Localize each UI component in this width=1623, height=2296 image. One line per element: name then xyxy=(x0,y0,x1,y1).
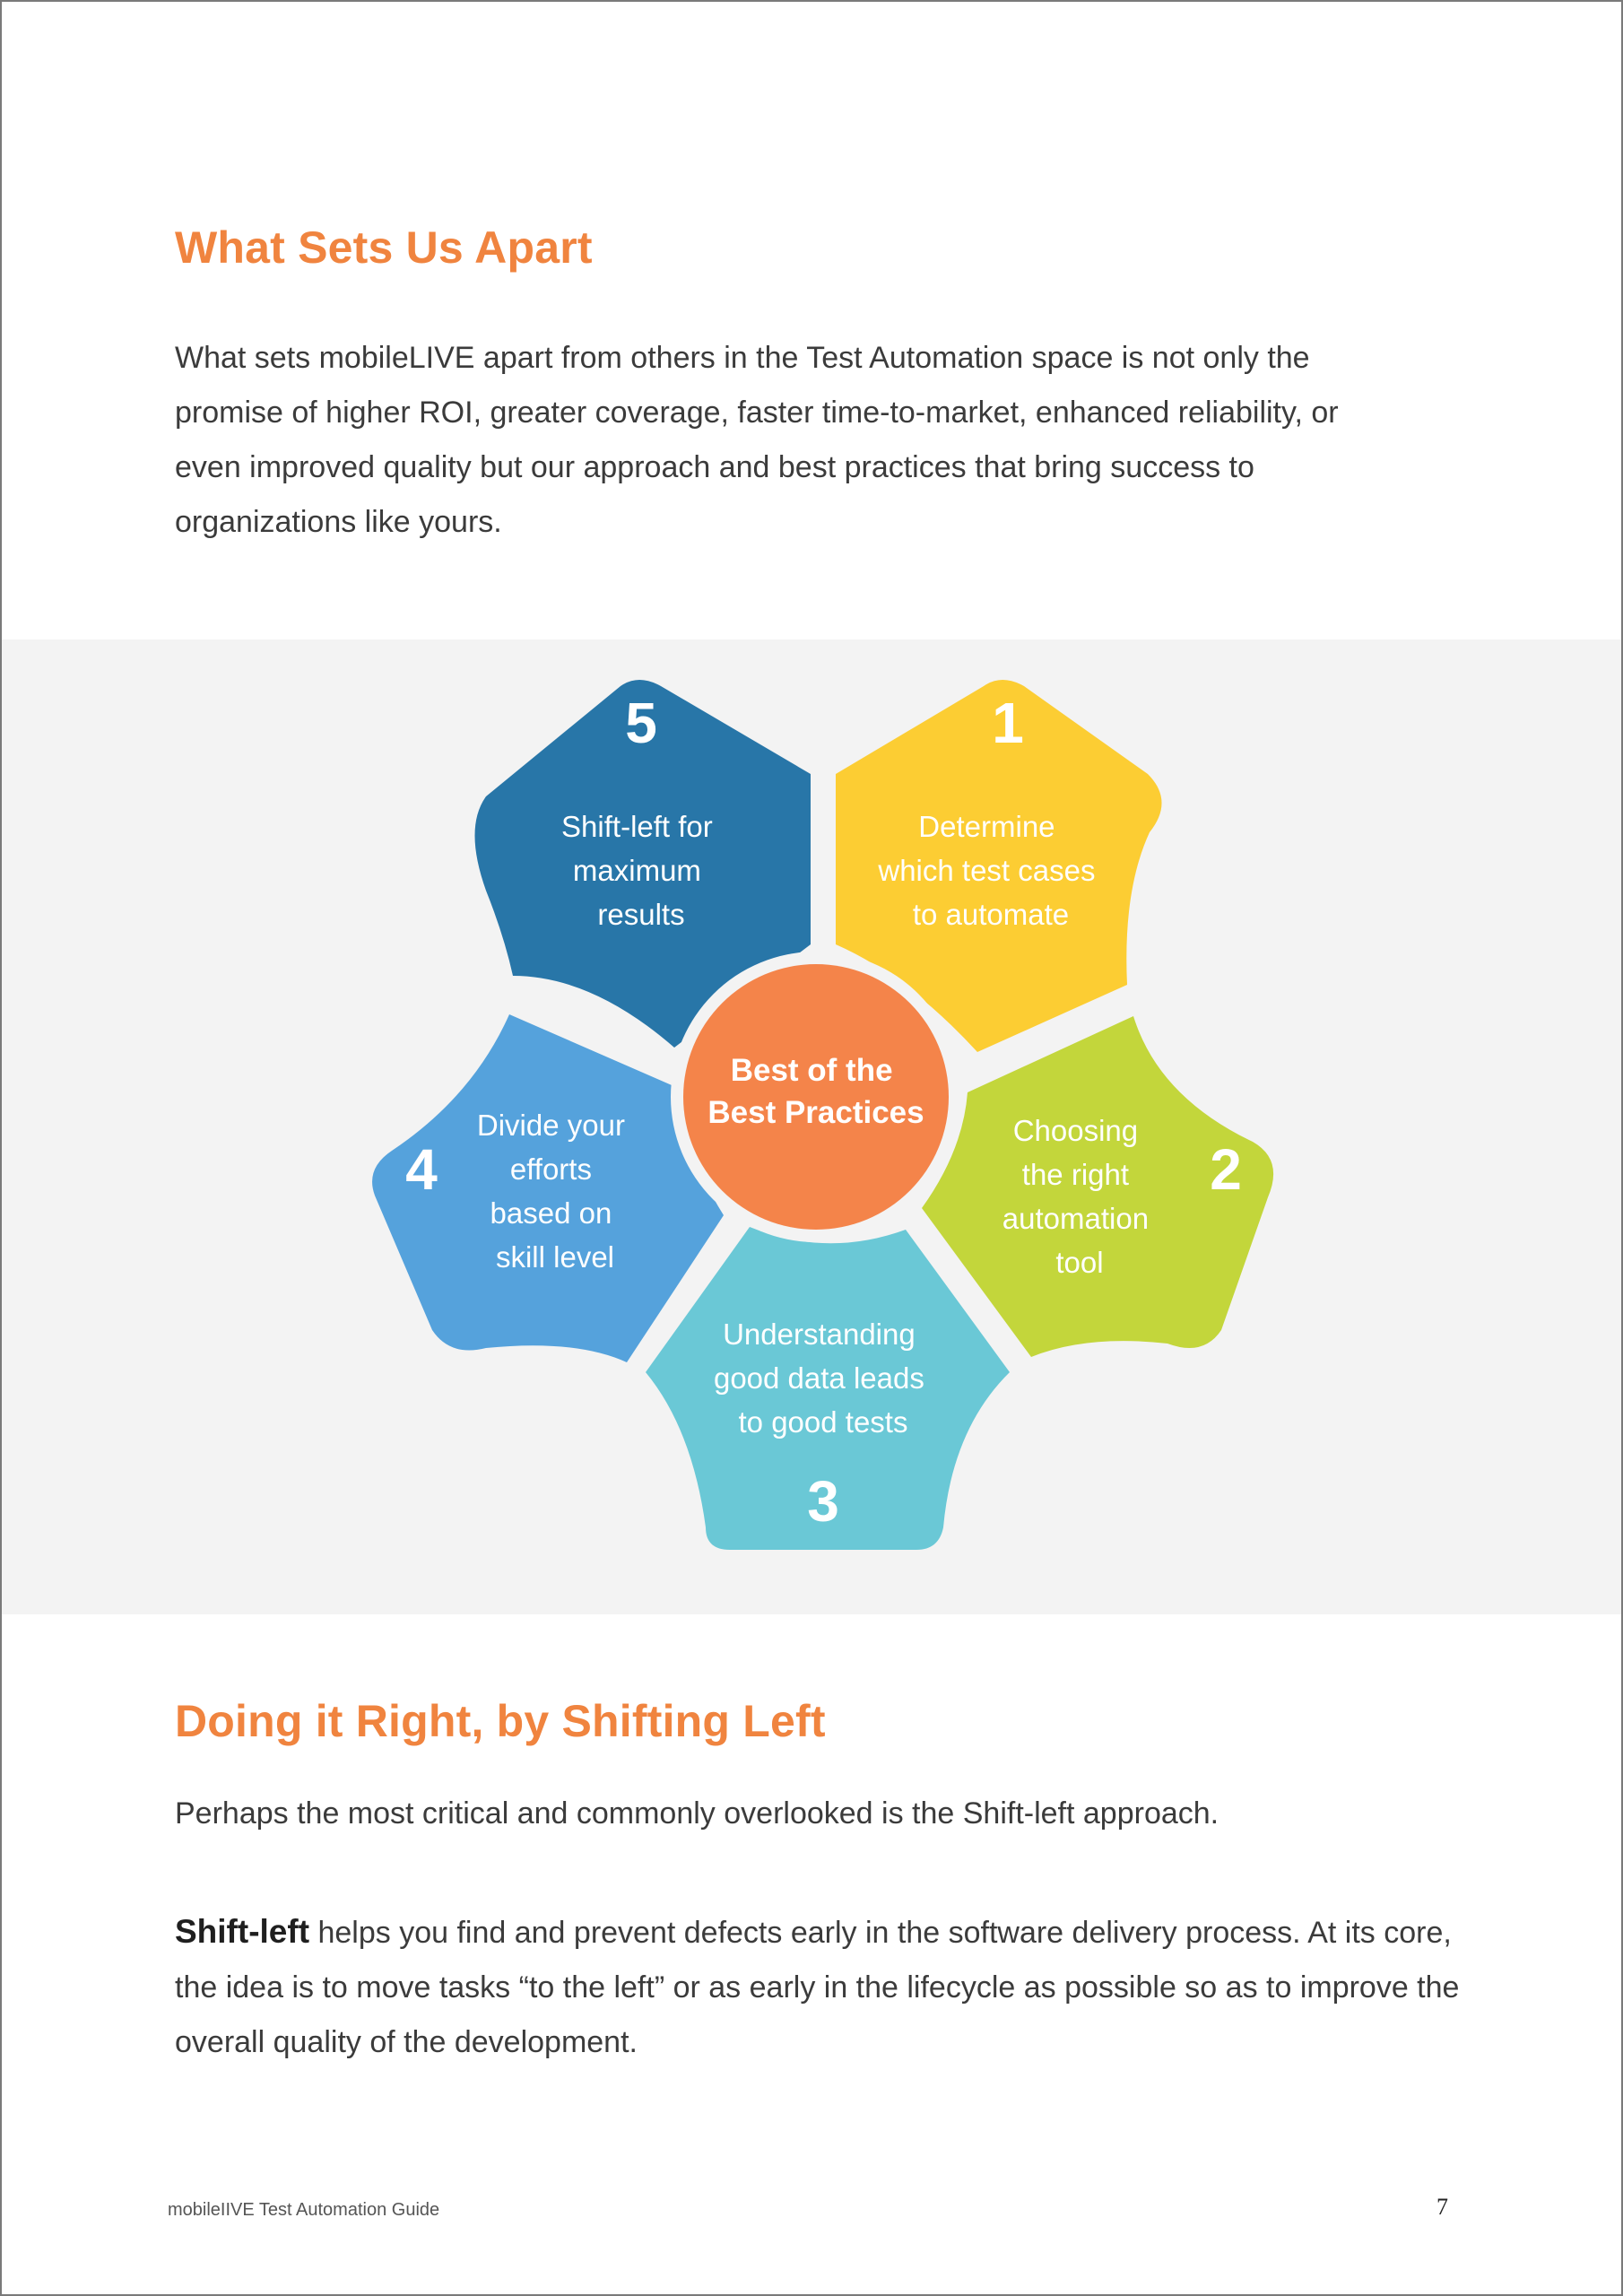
best-practices-diagram-band xyxy=(2,639,1621,1614)
petal-2-line-4: tool xyxy=(1055,1246,1104,1279)
petal-5-line-1: Shift-left for xyxy=(561,810,713,843)
petal-4-line-1: Divide your xyxy=(476,1109,625,1142)
section-heading-doing-it-right: Doing it Right, by Shifting Left xyxy=(175,1696,826,1746)
petal-4-line-3: based on xyxy=(490,1196,612,1230)
petal-2-line-1: Choosing xyxy=(1012,1114,1139,1147)
petal-1-number: 1 xyxy=(992,691,1024,755)
petal-4-line-2: efforts xyxy=(509,1152,592,1186)
shift-left-paragraph xyxy=(175,1904,1475,2070)
petal-5-number: 5 xyxy=(625,691,657,755)
petal-5-line-2: maximum xyxy=(572,854,701,887)
shift-left-term: Shift-left xyxy=(175,1913,310,1950)
petal-3-line-3: to good tests xyxy=(738,1405,908,1439)
petal-2-number: 2 xyxy=(1210,1137,1242,1202)
svg-text:Understanding good dat xyxy=(714,1318,933,1439)
footer-page-number: 7 xyxy=(1436,2194,1448,2220)
petal-4-number: 4 xyxy=(405,1137,438,1202)
petal-5-line-3: results xyxy=(597,898,685,931)
petal-1-line-1: Determine xyxy=(918,810,1055,843)
footer-document-title: mobileIIVE Test Automation Guide xyxy=(168,2200,440,2220)
petal-1-line-2: which test cases xyxy=(878,854,1096,887)
center-label-line-2: Best Practices xyxy=(707,1095,924,1130)
section-heading-what-sets-us-apart: What Sets Us Apart xyxy=(175,222,593,273)
petal-2-line-2: the right xyxy=(1021,1158,1130,1191)
shift-left-intro: Perhaps the most critical and commonly overlooked is the Shift-left approach. xyxy=(175,1796,1219,1831)
petal-3-line-1: Understanding xyxy=(723,1318,916,1351)
petal-3-line-2: good data leads xyxy=(713,1361,924,1395)
petal-2-line-3: automation xyxy=(1002,1202,1150,1235)
petal-3-number: 3 xyxy=(807,1469,839,1534)
shift-left-description: helps you find and prevent defects early in the software delivery process. At its core, the idea is to move tasks “to the left” or as early in the lifecycle as possible so as to improve the overall quality of the development. xyxy=(175,1916,1460,2059)
intro-paragraph: What sets mobileLIVE apart from others in the Test Automation space is not only the promise of higher ROI, greater coverage, faster time-to-market, enhanced reliability, or even improved quality but our approach and best practices that bring success to organizations like yours. xyxy=(175,341,1339,539)
best-practices-diagram xyxy=(2,639,1621,1614)
petal-1-line-3: to automate xyxy=(912,898,1070,931)
center-label-line-1: Best of the xyxy=(730,1053,893,1088)
petal-4-line-4: skill level xyxy=(495,1240,615,1274)
